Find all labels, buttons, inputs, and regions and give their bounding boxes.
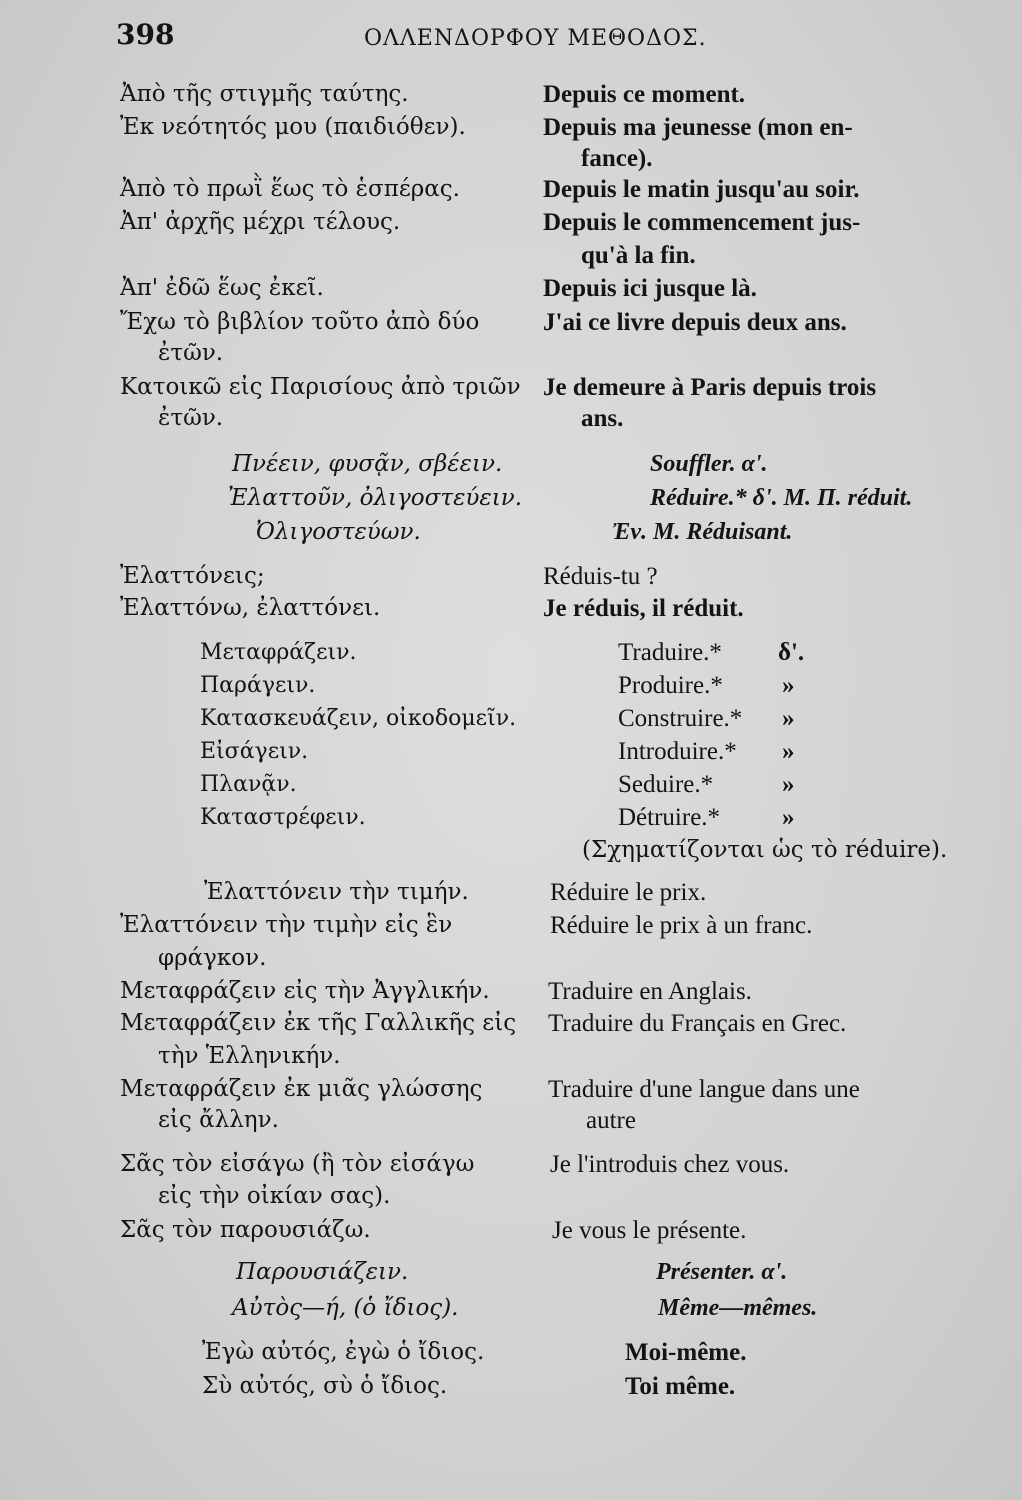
page-number: 398 [116,18,175,51]
greek-line: Σὺ αὐτός, σὺ ὁ ἴδιος. [202,1373,448,1399]
vocab-french: Même—mêmes. [658,1295,818,1321]
french-line-cont: autre [586,1107,636,1134]
greek-line: Σᾶς τὸν εἰσάγω (ἢ τὸν εἰσάγω [120,1151,475,1177]
verb-greek: Καταστρέφειν. [200,805,366,830]
vocab-french: Réduire.* δ'. Μ. Π. réduit. [650,485,913,511]
verb-mark: » [782,738,795,765]
verb-greek: Πλανᾷν. [200,772,297,797]
french-line: Depuis ma jeunesse (mon en- [543,114,853,141]
greek-line-cont: τὴν Ἑλληνικήν. [158,1043,341,1069]
verb-mark: δ'. [778,639,805,666]
greek-line: Ἐλαττόνειν τὴν τιμὴν εἰς ἓν [120,912,453,938]
greek-line: Ἀπὸ τὸ πρωῒ ἕως τὸ ἑσπέρας. [120,176,460,202]
page-header [0,18,1022,58]
french-line-cont: qu'à la fin. [581,242,696,269]
french-line: Réduis-tu ? [543,563,658,590]
verb-mark: » [782,705,795,732]
verb-french: Seduire.* [618,771,714,798]
greek-line: Ἀπ' ἐδῶ ἕως ἐκεῖ. [120,275,324,301]
vocab-french: Présenter. α'. [656,1259,788,1285]
verb-greek: Παράγειν. [200,673,316,698]
greek-line: Μεταφράζειν εἰς τὴν Ἀγγλικήν. [120,978,490,1004]
vocab-french: Souffler. α'. [650,451,768,477]
verb-french: Construire.* [618,705,743,732]
french-line: Réduire le prix à un franc. [550,912,813,939]
verb-mark: » [782,672,795,699]
verb-mark: » [782,771,795,798]
verb-french: Introduire.* [618,738,737,765]
french-line-cont: fance). [581,145,653,172]
greek-line: Ἐγὼ αὐτός, ἐγὼ ὁ ἴδιος. [202,1339,485,1365]
french-line: Depuis le matin jusqu'au soir. [543,176,860,203]
greek-line: Μεταφράζειν ἐκ τῆς Γαλλικῆς εἰς [120,1010,517,1036]
greek-line: Μεταφράζειν ἐκ μιᾶς γλώσσης [120,1076,483,1102]
french-line: Depuis ce moment. [543,81,746,108]
french-line: Depuis ici jusque là. [543,275,757,302]
verb-greek: Εἰσάγειν. [200,739,309,764]
vocab-greek: Ὀλιγοστεύων. [256,519,421,545]
verb-french: Produire.* [618,672,723,699]
french-line: Je réduis, il réduit. [543,595,744,622]
verb-mark: » [782,804,795,831]
greek-line: Ἐλαττόνεις; [120,563,265,589]
greek-line: Ἀπὸ τῆς στιγμῆς ταύτης. [120,81,409,107]
verb-french: Détruire.* [618,804,721,831]
greek-line: Ἀπ' ἀρχῆς μέχρι τέλους. [120,209,401,235]
greek-line: Σᾶς τὸν παρουσιάζω. [120,1217,371,1243]
greek-line: Ἔχω τὸ βιβλίον τοῦτο ἀπὸ δύο [120,309,480,335]
french-line: Réduire le prix. [550,879,707,906]
french-line: J'ai ce livre depuis deux ans. [543,309,847,336]
greek-line-cont: εἰς τὴν οἰκίαν σας). [158,1183,391,1209]
greek-line: Ἐκ νεότητός μου (παιδιόθεν). [120,114,466,140]
french-line: Je l'introduis chez vous. [550,1151,790,1178]
french-line: Traduire d'une langue dans une [548,1076,860,1103]
greek-line: Ἐλαττόνω, ἐλαττόνει. [120,595,381,621]
vocab-greek: Ἐλαττοῦν, ὀλιγοστεύειν. [228,485,523,511]
vocab-greek: Πνέειν, φυσᾷν, σβέειν. [232,451,503,477]
vocab-greek: Αὐτὸς—ή, (ὁ ἴδιος). [232,1295,459,1321]
verb-greek: Μεταφράζειν. [200,640,357,665]
french-line: Je demeure à Paris depuis trois [543,374,877,401]
verbs-note: (Σχηματίζονται ὡς τὸ réduire). [582,837,948,863]
vocab-greek: Παρουσιάζειν. [236,1259,409,1285]
verb-french: Traduire.* [618,639,722,666]
french-line-cont: ans. [581,405,624,432]
french-line: Je vous le présente. [552,1217,747,1244]
greek-line: Ἐλαττόνειν τὴν τιμήν. [204,879,469,905]
greek-line: Κατοικῶ εἰς Παρισίους ἀπὸ τριῶν [120,374,521,400]
french-line: Toi même. [625,1373,736,1400]
french-line: Traduire en Anglais. [548,978,752,1005]
greek-line-cont: εἰς ἄλλην. [158,1107,279,1133]
greek-line-cont: φράγκον. [158,945,267,971]
greek-line-cont: ἐτῶν. [158,340,224,366]
french-line: Depuis le commencement jus- [543,209,861,236]
vocab-french: Ἐν. Μ. Réduisant. [612,519,793,545]
verb-greek: Κατασκευάζειν, οἰκοδομεῖν. [200,706,517,731]
french-line: Traduire du Français en Grec. [548,1010,847,1037]
running-head: ΟΛΛΕΝΔΟΡΦΟΥ ΜΕΘΟΔΟΣ. [364,26,707,51]
french-line: Moi-même. [625,1339,747,1366]
greek-line-cont: ἐτῶν. [158,405,224,431]
